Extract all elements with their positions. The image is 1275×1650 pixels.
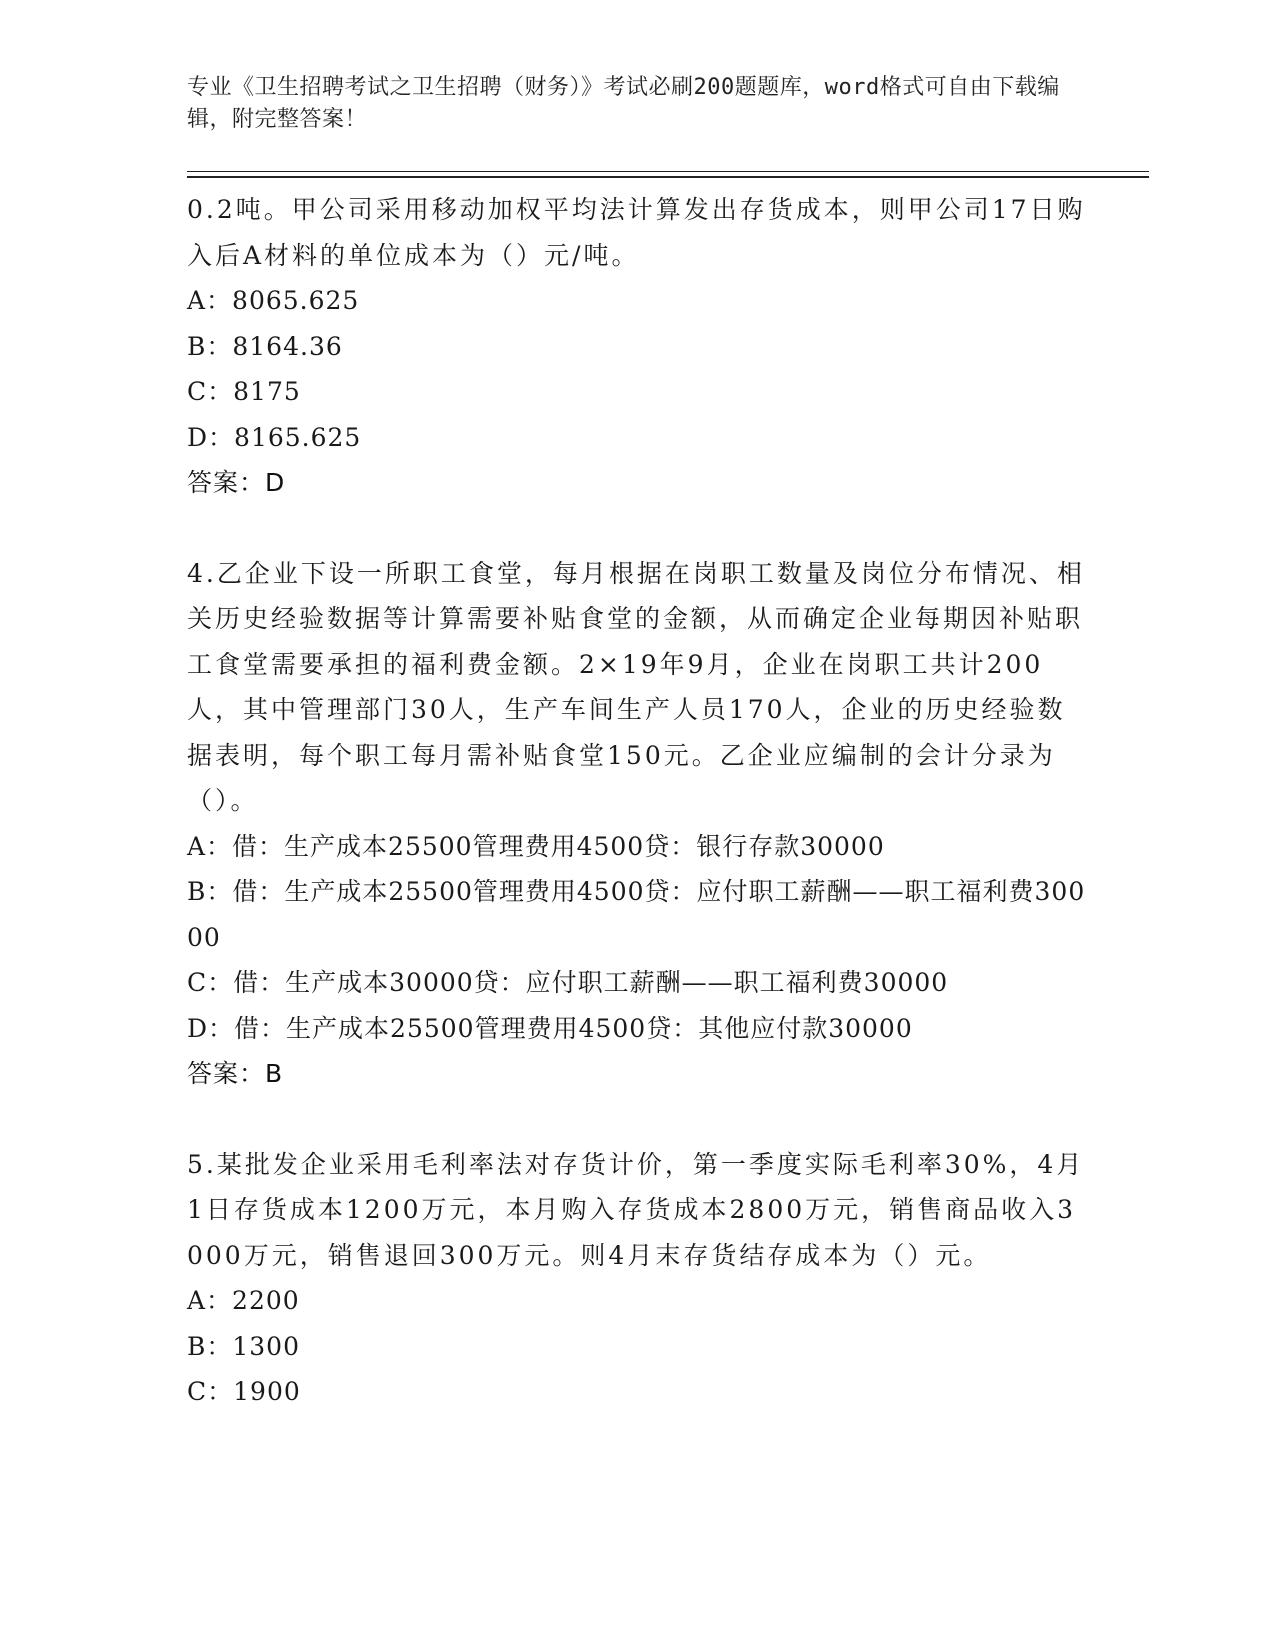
document-header: 专业《卫生招聘考试之卫生招聘（财务）》考试必刷200题题库，word格式可自由下载编辑，附完整答案！ [187, 75, 1060, 132]
header-divider-thin [187, 171, 1149, 172]
question-item [187, 551, 1087, 1097]
answer-label: 答案：B [187, 1059, 284, 1088]
option-a: A：8065.625 [187, 286, 360, 315]
option-c: C：8175 [187, 377, 301, 406]
question-item [187, 1142, 1087, 1415]
option-d: D：借：生产成本25500管理费用4500贷：其他应付款30000 [187, 1013, 913, 1043]
spacer [187, 1097, 1087, 1142]
spacer [187, 506, 1087, 551]
question-stem: 5.某批发企业采用毛利率法对存货计价，第一季度实际毛利率30%，4月1日存货成本1200万元，本月购入存货成本2800万元，销售商品收入3000万元，销售退回300万元。则4月末存货结存成本为（）元。 [187, 1149, 1085, 1270]
option-b: B：1300 [187, 1331, 300, 1361]
option-a: A：借：生产成本25500管理费用4500贷：银行存款30000 [187, 831, 885, 861]
option-a: A：2200 [187, 1286, 300, 1315]
option-d: D：8165.625 [187, 422, 362, 452]
option-c: C：借：生产成本30000贷：应付职工薪酬——职工福利费30000 [187, 968, 949, 997]
question-list [187, 187, 1087, 1415]
option-b: B：借：生产成本25500管理费用4500贷：应付职工薪酬——职工福利费30000 [187, 877, 1086, 952]
option-b: B：8164.36 [187, 331, 343, 361]
answer-label: 答案：D [187, 468, 286, 497]
question-stem: 4.乙企业下设一所职工食堂，每月根据在岗职工数量及岗位分布情况、相关历史经验数据等计算需要补贴食堂的金额，从而确定企业每期因补贴职工食堂需要承担的福利费金额。2×19年9月，企业在岗职工共计200人，其中管理部门30人，生产车间生产人员170人，企业的历史经验数据表明，每个职工每月需补贴食堂150元。乙企业应编制的会计分录为（）。 [187, 558, 1085, 815]
question-item [187, 187, 1087, 506]
header-divider-thick [187, 176, 1149, 178]
option-c: C：1900 [187, 1377, 301, 1406]
question-stem: 0.2吨。甲公司采用移动加权平均法计算发出存货成本，则甲公司17日购入后A材料的单位成本为（）元/吨。 [187, 195, 1086, 270]
